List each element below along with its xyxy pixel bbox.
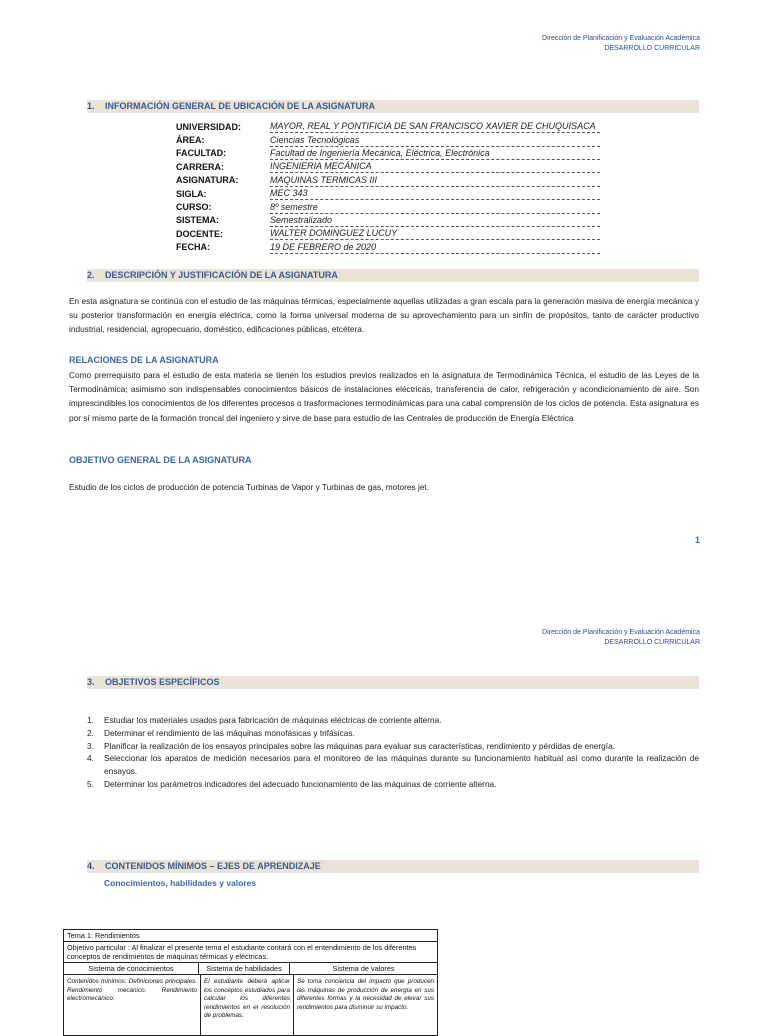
info-label: UNIVERSIDAD: <box>176 121 242 132</box>
section-1-title: INFORMACIÓN GENERAL DE UBICACIÓN DE LA ASIGNATURA <box>105 101 375 111</box>
content-table <box>63 929 438 1036</box>
info-row-sigla <box>176 187 600 200</box>
info-value: 19 DE FEBRERO de 2020 <box>270 241 600 254</box>
info-value: Facultad de Ingeniería Mecánica, Eléctrica, Electrónica <box>270 147 600 160</box>
list-item-text: Seleccionar los aparatos de medición necesarios para el monitoreo de las máquinas durante su funcionamiento habitual así como durante la realización de ensayos. <box>104 753 699 777</box>
objetivo-general-text: Estudio de los ciclos de producción de potencia Turbinas de Vapor y Turbinas de gas, motores jet. <box>69 482 430 492</box>
section-3-title: OBJETIVOS ESPECÍFICOS <box>105 677 220 687</box>
relaciones-heading: RELACIONES DE LA ASIGNATURA <box>69 355 219 365</box>
info-row-area <box>176 133 600 146</box>
list-item <box>87 778 699 791</box>
col-header-valores: Sistema de valores <box>332 964 395 973</box>
info-value: INGENIERIA MECÁNICA <box>270 160 600 173</box>
list-item <box>87 727 699 740</box>
section-4-heading <box>87 860 699 873</box>
section-2-number: 2. <box>87 270 95 280</box>
info-row-docente <box>176 227 600 240</box>
cell-conocimientos: Contenidos mínimos: Definiciones principales. Rendimiento mecánico. Rendimiento electromecánico. <box>64 975 201 1035</box>
table-objetivo: Objetivo particular : Al finalizar el presente tema el estudiante contará con el entendimiento de los diferentes conceptos de rendimientos de máquinas térmicas y eléctricas. <box>64 942 437 963</box>
section-2-title: DESCRIPCIÓN Y JUSTIFICACIÓN DE LA ASIGNATURA <box>105 270 338 280</box>
cell-valores: Se toma conciencia del impacto que producen las máquinas de producción de energía en sus diferentes formas y la necesidad de elevar sus rendimientos para disminuir su impacto. <box>297 978 434 1011</box>
relaciones-paragraph: Como prerrequisito para el estudio de esta materia se tienen los estudios previos realizados en la asignatura de Termodinámica Técnica, el estudio de las Leyes de la Termodinámica; asimismo son indispensables conocimientos básicos de instalaciones eléctricas, transferencia de calor, refrigeración y acondicionamiento de aire. Son imprescindibles los conocimientos de los diferentes procesos o trasformaciones termodinámicas para una cabal comprensión de los ciclos de potencia. Esta asignatura es por sí mismo parte de la formación troncal del ingeniero y sirve de base para estudio de las Centrales de producción de Energía Eléctrica <box>69 370 699 423</box>
list-item-text: Planificar la realización de los ensayos principales sobre las máquinas para evaluar sus características, rendimiento y pérdidas de energía. <box>104 740 615 751</box>
info-row-universidad <box>176 120 600 133</box>
table-row <box>64 975 437 1035</box>
header-unit: DESARROLLO CURRICULAR <box>604 639 700 646</box>
list-item-text: Determinar los parámetros indicadores del adecuado funcionamiento de las máquinas de corriente alterna. <box>104 778 497 789</box>
section-4-title: CONTENIDOS MÍNIMOS – EJES DE APRENDIZAJE <box>105 861 321 871</box>
info-value: Ciencias Tecnológicas <box>270 134 600 147</box>
section-4-number: 4. <box>87 861 95 871</box>
info-label: DOCENTE: <box>176 228 223 239</box>
col-header-conocimientos: Sistema de conocimientos <box>64 963 199 974</box>
info-label: CARRERA: <box>176 161 224 172</box>
list-item <box>87 752 699 778</box>
section-2-heading <box>87 269 699 282</box>
info-label: FACULTAD: <box>176 148 227 159</box>
info-row-sistema <box>176 214 600 227</box>
list-item-number: 2. <box>87 727 94 738</box>
header-department: Dirección de Planificación y Evaluación Académica <box>542 35 700 42</box>
info-value: MEC 343 <box>270 187 600 200</box>
info-label: FECHA: <box>176 242 210 253</box>
list-item-text: Estudiar los materiales usados para fabricación de máquinas eléctricas de corriente alterna. <box>104 715 442 725</box>
info-label: ASIGNATURA: <box>176 175 239 186</box>
header-unit: DESARROLLO CURRICULAR <box>604 45 700 52</box>
table-tema: Tema 1: Rendimientos <box>64 930 437 942</box>
page-header <box>542 628 700 648</box>
table-header-row <box>64 963 437 975</box>
list-item-number: 5. <box>87 778 94 789</box>
info-label: ÁREA: <box>176 135 205 146</box>
list-item-text: Determinar el rendimiento de las máquinas monofásicas y trifásicas. <box>104 727 355 738</box>
list-item-number: 1. <box>87 715 94 725</box>
page-number: 1 <box>694 535 700 545</box>
list-item-number: 3. <box>87 740 94 751</box>
info-label: SISTEMA: <box>176 215 220 226</box>
info-value: Semestralizado <box>270 214 600 227</box>
section-1-heading <box>87 100 699 113</box>
header-department: Dirección de Planificación y Evaluación Académica <box>542 629 700 636</box>
info-row-asignatura <box>176 174 600 187</box>
info-label: CURSO: <box>176 202 212 213</box>
cell-habilidades: El estudiante deberá aplicar los conceptos estudiados para calcular los diferentes rendimientos en el resolución de problemas. <box>201 975 294 1035</box>
page-2 <box>0 590 768 1024</box>
info-row-fecha <box>176 241 600 254</box>
section-3-heading <box>87 676 699 689</box>
description-paragraph: En esta asignatura se continúa con el estudio de las máquinas térmicas, especialmente aquellas utilizadas a gran escala para la generación masiva de energía mecánica y su posterior transformación en energía eléctrica, como la forma universal moderna de su aprovechamiento para un sinfín de propósitos, tanto de carácter productivo industrial, residencial, agropecuario, doméstico, edificaciones públicas, etcétera. <box>69 296 700 335</box>
info-row-curso <box>176 200 600 213</box>
section-3-number: 3. <box>87 677 95 687</box>
list-item-number: 4. <box>87 753 94 764</box>
section-4-subtitle: Conocimientos, habilidades y valores <box>104 878 257 888</box>
info-row-carrera <box>176 160 600 173</box>
info-label: SIGLA: <box>176 188 207 199</box>
list-item <box>87 714 699 727</box>
objetivo-general-heading: OBJETIVO GENERAL DE LA ASIGNATURA <box>69 455 252 465</box>
specific-objectives-list <box>87 714 699 791</box>
section-1-number: 1. <box>87 101 95 111</box>
page-header <box>542 34 700 54</box>
col-header-habilidades: Sistema de habilidades <box>199 963 290 974</box>
info-row-facultad <box>176 147 600 160</box>
info-value: WALTER DOMINGUEZ LUCUY <box>270 227 600 240</box>
info-value: 8º semestre <box>270 201 600 214</box>
course-info-table <box>176 120 600 254</box>
info-value: MAYOR, REAL Y PONTIFICIA DE SAN FRANCISCO XAVIER DE CHUQUISACA <box>270 120 600 133</box>
list-item <box>87 740 699 753</box>
info-value: MAQUINAS TERMICAS III <box>270 174 600 187</box>
